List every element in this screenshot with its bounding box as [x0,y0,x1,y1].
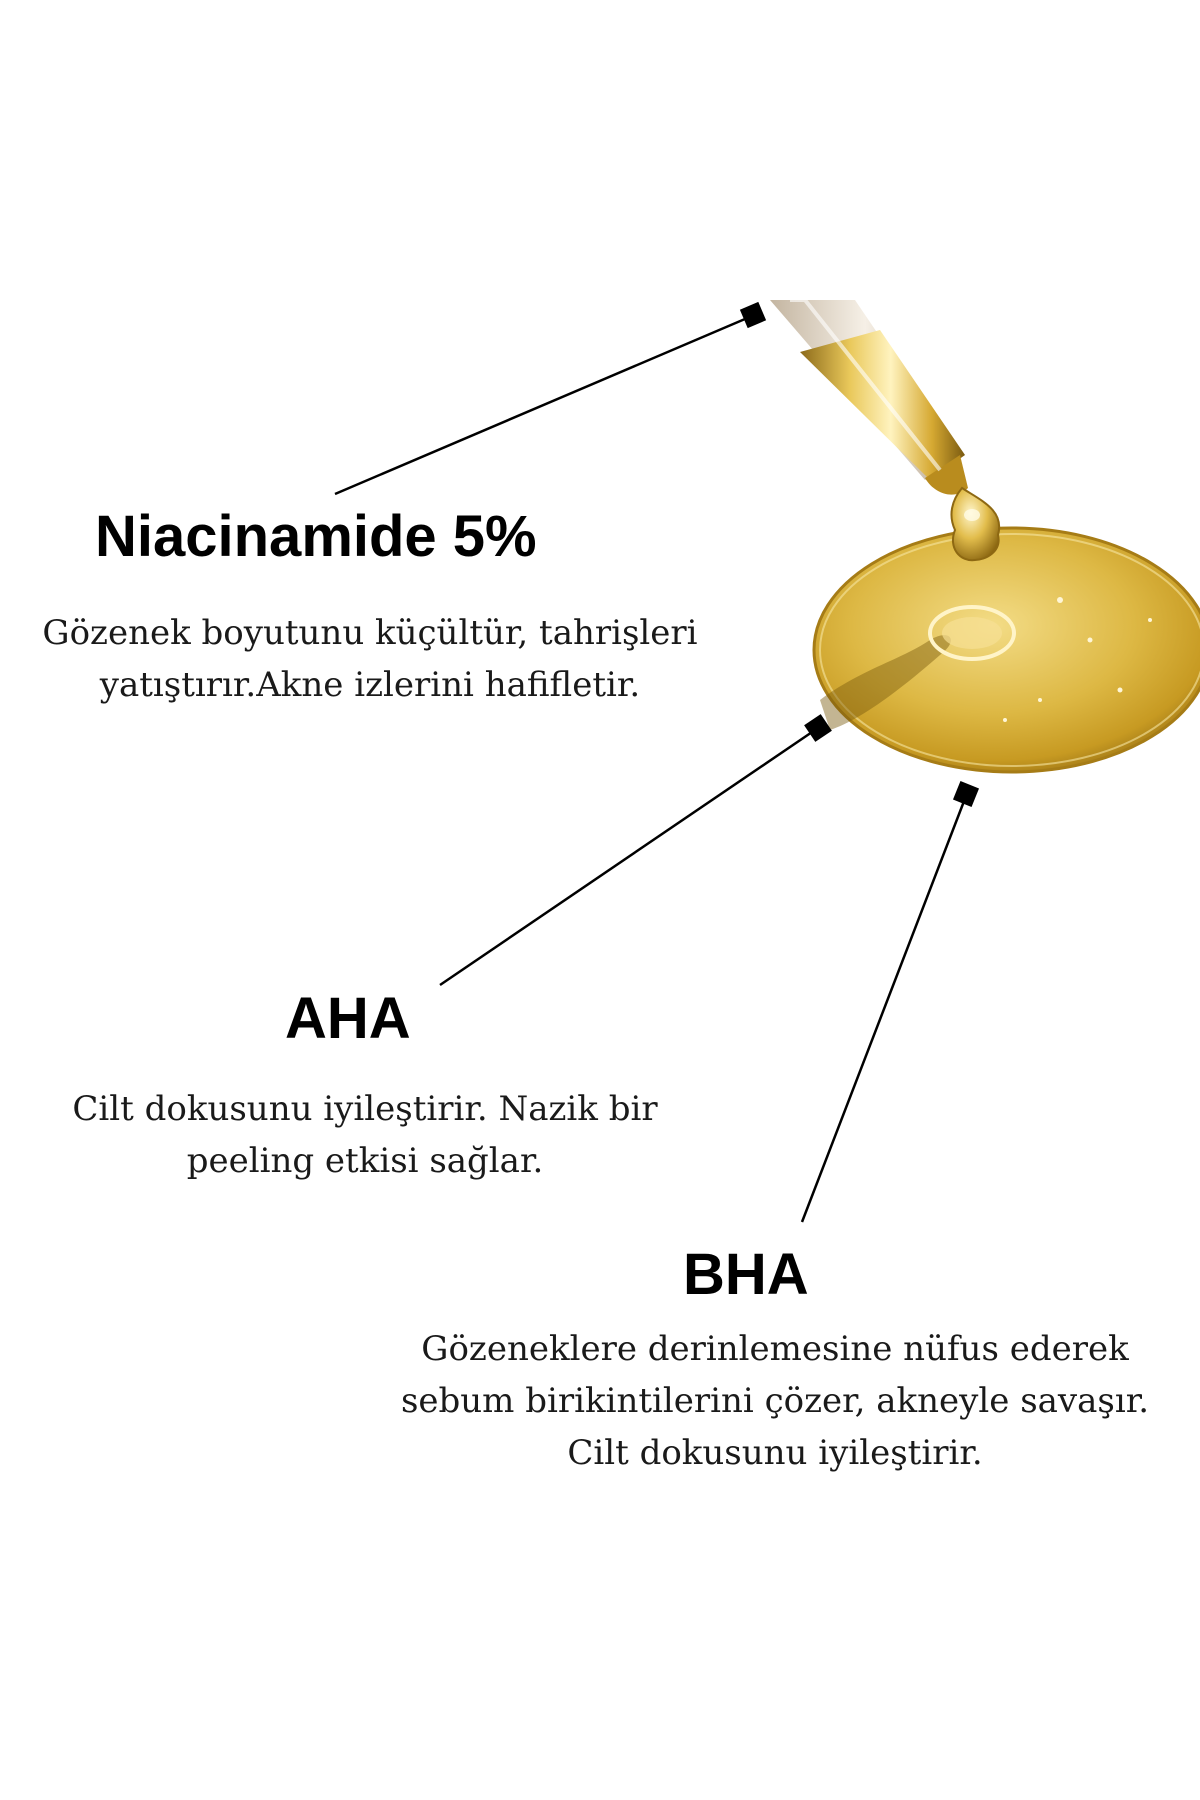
ingredient-description-aha [30,1083,700,1187]
description-line: Cilt dokusunu iyileştirir. Nazik bir [72,1089,658,1129]
pointer-marker [740,302,766,328]
description-line: Cilt dokusunu iyileştirir. [567,1433,983,1473]
serum-droplet [951,488,999,560]
description-line: Gözeneklere derinlemesine nüfus ederek [421,1329,1129,1369]
pointer-marker [953,781,979,807]
pointer-aha [440,714,832,985]
ingredient-description-bha [350,1323,1200,1479]
serum-dropper [770,300,968,495]
serum-puddle [814,528,1200,772]
pointer-bha [802,781,979,1222]
ingredient-title-aha: AHA [285,986,411,1051]
ingredient-description-niacinamide [0,607,740,711]
pointer-niacinamide [335,302,766,494]
description-line: yatıştırır.Akne izlerini hafifletir. [99,665,641,705]
ingredient-title-bha: BHA [683,1242,809,1307]
description-line: peeling etkisi sağlar. [186,1141,544,1181]
description-line: Gözenek boyutunu küçültür, tahrişleri [42,613,698,653]
description-line: sebum birikintilerini çözer, akneyle savaşır. [400,1381,1150,1421]
ingredient-title-niacinamide: Niacinamide 5% [95,504,537,569]
